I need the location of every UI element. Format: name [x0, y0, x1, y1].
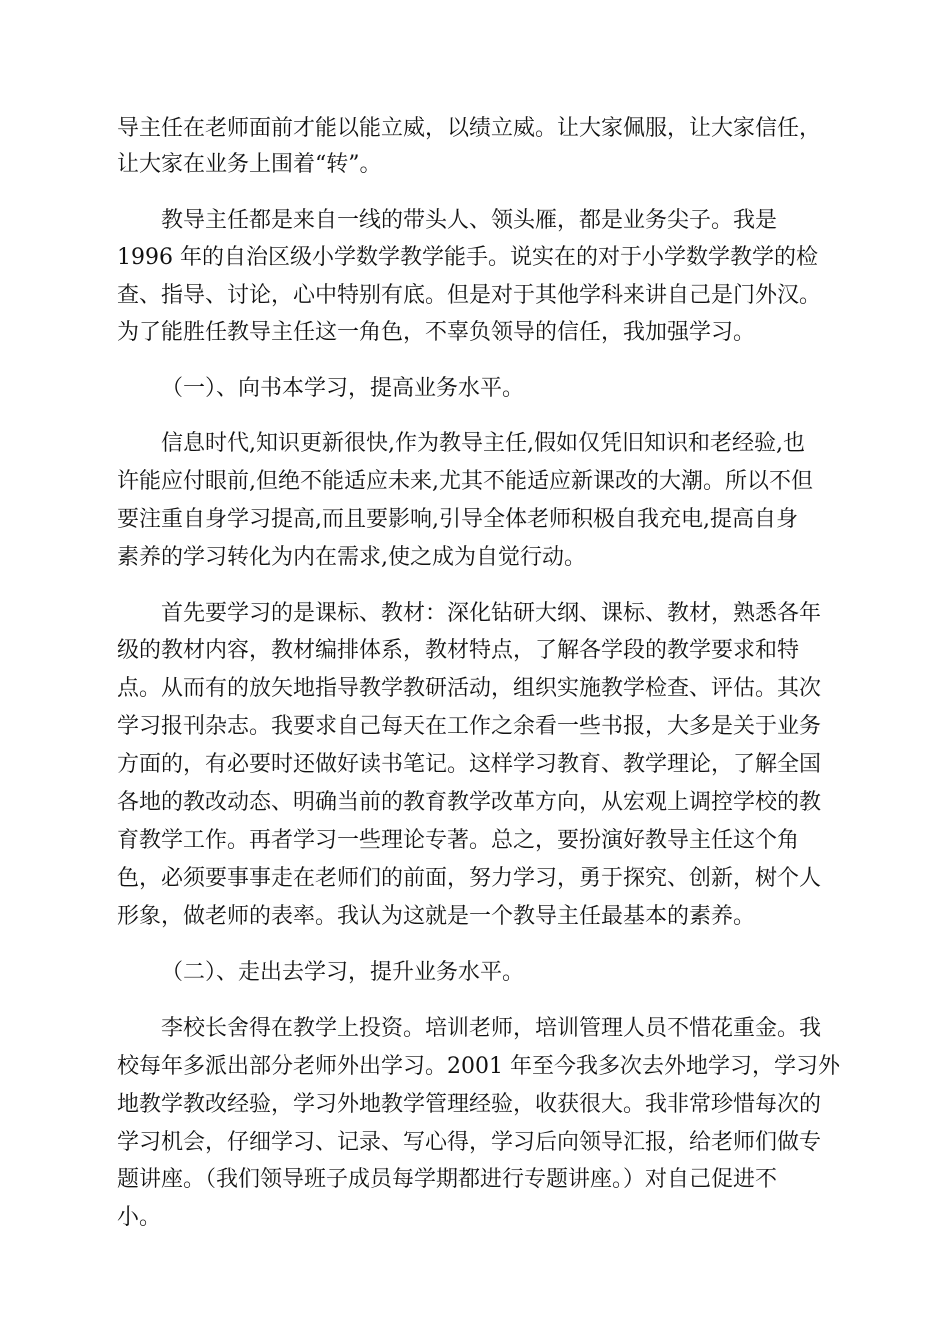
text-line: 学习机会，仔细学习、记录、写心得，学习后向领导汇报，给老师们做专 [117, 1130, 822, 1155]
text-line: 查、指导、讨论，心中特别有底。但是对于其他学科来讲自己是门外汉。 [117, 283, 822, 308]
section-heading: （二）、走出去学习，提升业务水平。 [161, 960, 525, 985]
text-line: 各地的教改动态、明确当前的教育教学改革方向，从宏观上调控学校的教 [117, 790, 822, 815]
text-line: 地教学教改经验，学习外地教学管理经验，收获很大。我非常珍惜每次的 [117, 1092, 822, 1117]
text-line: 育教学工作。再者学习一些理论专著。总之，要扮演好教导主任这个角 [117, 828, 800, 853]
paragraph-first-line: 信息时代,知识更新很快,作为教导主任,假如仅凭旧知识和老经验,也 [161, 431, 805, 456]
text-line: 点。从而有的放矢地指导教学教研活动，组织实施教学检查、评估。其次 [117, 676, 822, 701]
text-line: 小。 [117, 1205, 162, 1230]
text-line: 级的教材内容，教材编排体系，教材特点，了解各学段的教学要求和特 [117, 638, 800, 663]
text-line: 题讲座。（我们领导班子成员每学期都进行专题讲座。）对自己促进不 [117, 1167, 778, 1192]
text-line: 素养的学习转化为内在需求,使之成为自觉行动。 [117, 545, 586, 570]
text-line: 许能应付眼前,但绝不能适应未来,尤其不能适应新课改的大潮。所以不但 [117, 469, 813, 494]
text-line: 让大家在业务上围着“转”。 [117, 152, 382, 177]
text-line: 为了能胜任教导主任这一角色，不辜负领导的信任，我加强学习。 [117, 320, 756, 345]
text-line: 1996 年的自治区级小学数学教学能手。说实在的对于小学数学教学的检 [117, 245, 818, 270]
section-heading: （一）、向书本学习，提高业务水平。 [161, 376, 525, 401]
text-line: 形象，做老师的表率。我认为这就是一个教导主任最基本的素养。 [117, 904, 756, 929]
text-line: 导主任在老师面前才能以能立威，以绩立威。让大家佩服，让大家信任， [117, 116, 822, 141]
text-line: 方面的，有必要时还做好读书笔记。这样学习教育、教学理论，了解全国 [117, 752, 822, 777]
paragraph-first-line: 李校长舍得在教学上投资。培训老师，培训管理人员不惜花重金。我 [161, 1016, 822, 1041]
text-line: 要注重自身学习提高,而且要影响,引导全体老师积极自我充电,提高自身 [117, 507, 798, 532]
text-line: 色，必须要事事走在老师们的前面，努力学习，勇于探究、创新，树个人 [117, 866, 822, 891]
paragraph-first-line: 首先要学习的是课标、教材：深化钻研大纲、课标、教材，熟悉各年 [161, 601, 822, 626]
text-line: 校每年多派出部分老师外出学习。2001 年至今我多次去外地学习，学习外 [117, 1054, 840, 1079]
text-line: 学习报刊杂志。我要求自己每天在工作之余看一些书报，大多是关于业务 [117, 714, 822, 739]
paragraph-first-line: 教导主任都是来自一线的带头人、领头雁，都是业务尖子。我是 [161, 208, 778, 233]
